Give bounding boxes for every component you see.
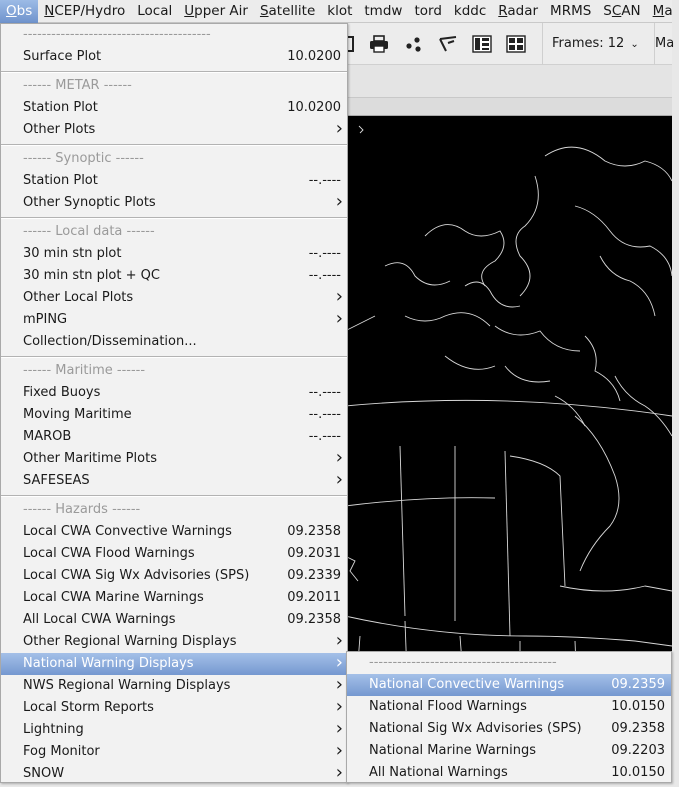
- menu-item-timestamp: --.----: [308, 246, 341, 261]
- menu-item-label: Other Maritime Plots: [23, 451, 157, 466]
- menu-item-label: SNOW: [23, 766, 65, 781]
- menu-item-timestamp: 09.2011: [287, 590, 341, 605]
- menu-item-timestamp: 10.0150: [611, 765, 665, 780]
- menu-item-label: Fog Monitor: [23, 744, 100, 759]
- national-menu-section-header: [347, 652, 671, 674]
- section-header-label: ----------------------------------------: [369, 655, 557, 670]
- menu-item-label: Fixed Buoys: [23, 385, 101, 400]
- menu-item-timestamp: --.----: [308, 268, 341, 283]
- obs-menu-item-fog-monitor[interactable]: [1, 741, 347, 763]
- obs-menu-item-local-cwa-marine-warnings[interactable]: [1, 587, 347, 609]
- obs-menu-item-collection-dissemination[interactable]: [1, 331, 347, 353]
- menu-item-label: Other Synoptic Plots: [23, 195, 156, 210]
- menu-item-label: Local CWA Sig Wx Advisories (SPS): [23, 568, 250, 583]
- obs-menu-item-surface-plot[interactable]: [1, 46, 347, 68]
- menu-item-timestamp: 09.2031: [287, 546, 341, 561]
- chevron-right-icon: ›: [335, 286, 343, 307]
- chevron-right-icon: ›: [335, 674, 343, 695]
- menu-item-label: National Warning Displays: [23, 656, 194, 671]
- national-menu-item-national-marine-warnings[interactable]: [347, 740, 671, 762]
- menu-item-label: Local CWA Flood Warnings: [23, 546, 195, 561]
- menu-item-label: SAFESEAS: [23, 473, 90, 488]
- menu-item-timestamp: 09.2203: [611, 743, 665, 758]
- menu-item-timestamp: 09.2359: [611, 677, 665, 692]
- section-header-label: ------ Maritime ------: [23, 363, 146, 378]
- menu-item-label: Other Local Plots: [23, 290, 134, 305]
- national-menu-item-national-convective-warnings[interactable]: [347, 674, 671, 696]
- menu-ma[interactable]: Ma: [652, 2, 673, 19]
- menu-item-label: Other Plots: [23, 122, 96, 137]
- menu-item-timestamp: 09.2358: [611, 721, 665, 736]
- obs-menu-section-header: [1, 24, 347, 46]
- menu-item-label: Surface Plot: [23, 49, 102, 64]
- menu-item-timestamp: 09.2358: [287, 524, 341, 539]
- obs-menu-item-local-cwa-flood-warnings[interactable]: [1, 543, 347, 565]
- chevron-right-icon: ›: [335, 308, 343, 329]
- menu-item-label: Station Plot: [23, 100, 98, 115]
- obs-menu-item-mping[interactable]: [1, 309, 347, 331]
- obs-menu-item-station-plot[interactable]: [1, 170, 347, 192]
- menu-item-label: All Local CWA Warnings: [23, 612, 176, 627]
- menu-item-timestamp: --.----: [308, 173, 341, 188]
- menu-item-timestamp: --.----: [308, 385, 341, 400]
- menu-item-timestamp: --.----: [308, 407, 341, 422]
- obs-menu-section-header: [1, 360, 347, 382]
- obs-menu-item-snow[interactable]: [1, 763, 347, 785]
- menu-item-timestamp: 09.2339: [287, 568, 341, 583]
- menu-item-label: 30 min stn plot: [23, 246, 122, 261]
- frames-dropdown[interactable]: [542, 23, 639, 65]
- frames-label: Frames: 12: [552, 36, 625, 51]
- section-header-label: ------ Local data ------: [23, 224, 155, 239]
- menu-separator: [1, 68, 347, 75]
- menu-item-label: Moving Maritime: [23, 407, 132, 422]
- menu-item-label: Other Regional Warning Displays: [23, 634, 237, 649]
- chevron-right-icon: ›: [335, 191, 343, 212]
- obs-menu-item-30-min-stn-plot[interactable]: [1, 243, 347, 265]
- menu-item-timestamp: 09.2358: [287, 612, 341, 627]
- menu-item-label: Lightning: [23, 722, 84, 737]
- obs-menu-item-national-warning-displays[interactable]: [1, 653, 347, 675]
- chevron-right-icon: ›: [335, 118, 343, 139]
- menu-item-label: National Sig Wx Advisories (SPS): [369, 721, 582, 736]
- menu-item-timestamp: --.----: [308, 429, 341, 444]
- menu-item-timestamp: 10.0200: [287, 49, 341, 64]
- obs-menu-section-header: [1, 148, 347, 170]
- menu-kddc[interactable]: kddc: [453, 2, 487, 19]
- obs-menu-section-header: [1, 499, 347, 521]
- obs-menu-item-marob[interactable]: [1, 426, 347, 448]
- menu-item-label: National Marine Warnings: [369, 743, 537, 758]
- menu-ncep-hydro[interactable]: NCEP/Hydro: [44, 2, 126, 19]
- obs-menu-item-other-plots[interactable]: [1, 119, 347, 141]
- obs-menu-item-local-cwa-convective-warnings[interactable]: [1, 521, 347, 543]
- menu-separator: [1, 214, 347, 221]
- obs-menu-item-other-maritime-plots[interactable]: [1, 448, 347, 470]
- points-icon[interactable]: [403, 33, 425, 55]
- menu-item-label: National Convective Warnings: [369, 677, 565, 692]
- toolbar-ma-menu[interactable]: [654, 23, 674, 65]
- menu-item-label: Station Plot: [23, 173, 98, 188]
- menu-tmdw[interactable]: tmdw: [364, 2, 403, 19]
- menu-item-label: Local Storm Reports: [23, 700, 154, 715]
- menu-item-label: 30 min stn plot + QC: [23, 268, 160, 283]
- obs-menu-item-30-min-stn-plot-qc[interactable]: [1, 265, 347, 287]
- menu-item-label: MAROB: [23, 429, 72, 444]
- menu-item-label: Local CWA Convective Warnings: [23, 524, 232, 539]
- layout-single-icon[interactable]: [471, 33, 493, 55]
- menu-item-label: Local CWA Marine Warnings: [23, 590, 204, 605]
- national-menu-item-national-flood-warnings[interactable]: [347, 696, 671, 718]
- obs-menu-item-safeseas[interactable]: [1, 470, 347, 492]
- chevron-right-icon: ›: [335, 696, 343, 717]
- menu-upper-air[interactable]: Upper Air: [184, 2, 248, 19]
- menu-tord[interactable]: tord: [414, 2, 442, 19]
- chevron-right-icon: ›: [335, 762, 343, 783]
- national-warning-submenu: [346, 651, 672, 783]
- obs-menu-item-other-regional-warning-displays[interactable]: [1, 631, 347, 653]
- menu-separator: [1, 492, 347, 499]
- toolbar-ma-label: Ma: [655, 36, 675, 51]
- chevron-right-icon: ›: [335, 630, 343, 651]
- section-header-label: ----------------------------------------: [23, 27, 211, 42]
- obs-menu-section-header: [1, 221, 347, 243]
- menu-item-timestamp: 10.0150: [611, 699, 665, 714]
- section-header-label: ------ Synoptic ------: [23, 151, 144, 166]
- menu-obs[interactable]: Obs: [0, 0, 38, 23]
- menu-item-label: All National Warnings: [369, 765, 508, 780]
- sample-icon[interactable]: [437, 33, 459, 55]
- menu-radar[interactable]: Radar: [498, 2, 539, 19]
- menu-separator: [1, 353, 347, 360]
- menu-item-timestamp: 10.0200: [287, 100, 341, 115]
- chevron-right-icon: ›: [335, 469, 343, 490]
- obs-menu-item-moving-maritime[interactable]: [1, 404, 347, 426]
- chevron-right-icon: ›: [335, 652, 343, 673]
- obs-menu-item-station-plot[interactable]: [1, 97, 347, 119]
- obs-menu-item-lightning[interactable]: [1, 719, 347, 741]
- national-menu-item-all-national-warnings[interactable]: [347, 762, 671, 784]
- obs-menu-item-local-storm-reports[interactable]: [1, 697, 347, 719]
- menu-item-label: National Flood Warnings: [369, 699, 527, 714]
- menu-item-label: mPING: [23, 312, 68, 327]
- menu-bar: [0, 0, 672, 23]
- print-icon[interactable]: [368, 33, 390, 55]
- menu-item-label: Collection/Dissemination...: [23, 334, 197, 349]
- menu-item-label: NWS Regional Warning Displays: [23, 678, 231, 693]
- obs-menu-item-all-local-cwa-warnings[interactable]: [1, 609, 347, 631]
- menu-separator: [1, 141, 347, 148]
- section-header-label: ------ Hazards ------: [23, 502, 141, 517]
- layout-four-icon[interactable]: [505, 33, 527, 55]
- menu-satellite[interactable]: Satellite: [259, 2, 316, 19]
- menu-klot[interactable]: klot: [327, 2, 353, 19]
- menu-scan[interactable]: SCAN: [603, 2, 641, 19]
- obs-menu-section-header: [1, 75, 347, 97]
- chevron-right-icon: ›: [335, 740, 343, 761]
- obs-menu-item-fixed-buoys[interactable]: [1, 382, 347, 404]
- obs-menu-item-nws-regional-warning-displays[interactable]: [1, 675, 347, 697]
- obs-menu-item-local-cwa-sig-wx-advisories-sps[interactable]: [1, 565, 347, 587]
- chevron-right-icon: ›: [335, 718, 343, 739]
- obs-menu: [0, 23, 348, 783]
- menu-mrms[interactable]: MRMS: [550, 2, 592, 19]
- obs-menu-item-other-local-plots[interactable]: [1, 287, 347, 309]
- chevron-right-icon: ›: [335, 447, 343, 468]
- obs-menu-item-other-synoptic-plots[interactable]: [1, 192, 347, 214]
- menu-local[interactable]: Local: [137, 2, 173, 19]
- chevron-down-icon: ⌄: [630, 39, 639, 50]
- section-header-label: ------ METAR ------: [23, 78, 132, 93]
- national-menu-item-national-sig-wx-advisories-sps[interactable]: [347, 718, 671, 740]
